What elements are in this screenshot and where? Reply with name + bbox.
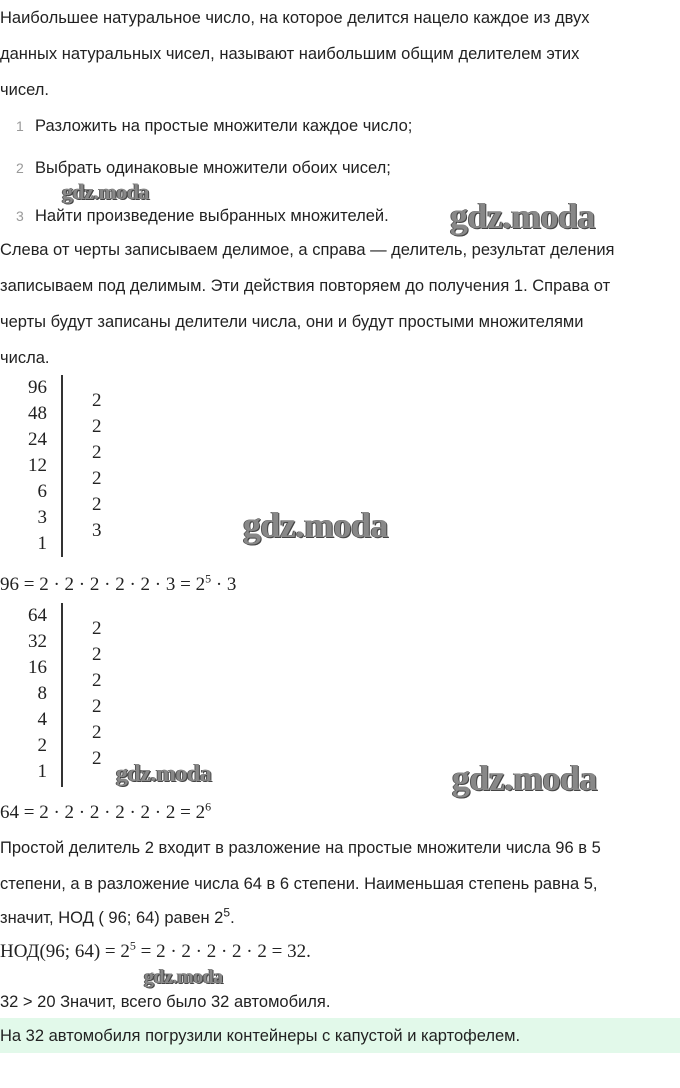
- method-line: Слева от черты записываем делимое, а справа — делитель, результат деления: [0, 241, 615, 259]
- dividend: 2: [37, 735, 47, 756]
- divisor: 2: [92, 748, 102, 769]
- watermark: gdz.moda: [450, 196, 596, 236]
- comparison-line: 32 > 20 Значит, всего было 32 автомобиля.: [0, 993, 331, 1011]
- step-number: 1: [16, 118, 24, 134]
- division-line: [61, 603, 63, 787]
- dividend: 64: [28, 605, 47, 626]
- step-text: Разложить на простые множители каждое число;: [35, 117, 413, 135]
- method-line: записываем под делимым. Эти действия повторяем до получения 1. Справа от: [0, 277, 611, 295]
- dividend: 48: [28, 403, 47, 424]
- method-line: черты будут записаны делители числа, они и будут простыми множителями: [0, 313, 584, 331]
- dividend: 32: [28, 631, 47, 652]
- divisor: 2: [92, 618, 102, 639]
- watermark: gdz.moda: [116, 761, 212, 787]
- dividend: 8: [37, 683, 47, 704]
- gcd-equation: НОД(96; $64) = 2^5 = 2 \cdot 2 \cdot 2 \cdot 2 \cdot 2 = 32$.: [0, 938, 311, 962]
- equation-64: $64 = 2 \cdot 2 \cdot 2 \cdot 2 \cdot 2 \cdot 2 = 2^6$: [0, 799, 212, 823]
- step-number: 2: [16, 160, 24, 176]
- dividend: 24: [28, 429, 47, 450]
- divisor: 3: [92, 520, 102, 541]
- dividend: 1: [37, 761, 47, 782]
- watermark: gdz.moda: [452, 758, 598, 798]
- dividend: 3: [37, 507, 47, 528]
- divisor: 2: [92, 442, 102, 463]
- conclusion-line: степени, а в разложение числа 64 в 6 степени. Наименьшая степень равна 5,: [0, 875, 598, 893]
- divisor: 2: [92, 722, 102, 743]
- method-line: числа.: [0, 349, 50, 367]
- dividend: 6: [37, 481, 47, 502]
- conclusion-line: значит, НОД ( 96; 64) равен $2^5$.: [0, 905, 235, 927]
- intro-line: данных натуральных чисел, называют наибольшим общим делителем этих: [0, 45, 580, 63]
- divisor: 2: [92, 696, 102, 717]
- dividend: 1: [37, 533, 47, 554]
- divisor: 2: [92, 670, 102, 691]
- answer-box: [0, 1018, 680, 1053]
- intro-line: Наибольшее натуральное число, на которое делится нацело каждое из двух: [0, 9, 590, 27]
- intro-line: чисел.: [0, 81, 49, 99]
- watermark: gdz.moda: [62, 179, 150, 204]
- division-line: [61, 375, 63, 557]
- conclusion-line: Простой делитель 2 входит в разложение на простые множители числа 96 в 5: [0, 839, 601, 857]
- divisor: 2: [92, 390, 102, 411]
- divisor: 2: [92, 644, 102, 665]
- answer-text: На 32 автомобиля погрузили контейнеры с капустой и картофелем.: [0, 1027, 521, 1045]
- dividend: 96: [28, 377, 47, 398]
- watermark: gdz.moda: [144, 966, 223, 988]
- equation-96: $96 = 2 \cdot 2 \cdot 2 \cdot 2 \cdot 2 \cdot 3 = 2^5 \cdot 3$: [0, 571, 237, 595]
- step-number: 3: [16, 208, 24, 224]
- step-text: Найти произведение выбранных множителей.: [35, 207, 389, 225]
- dividend: 4: [37, 709, 47, 730]
- dividend: 12: [28, 455, 47, 476]
- step-text: Выбрать одинаковые множители обоих чисел;: [35, 159, 391, 177]
- divisor: 2: [92, 494, 102, 515]
- divisor: 2: [92, 468, 102, 489]
- watermark: gdz.moda: [243, 505, 389, 545]
- dividend: 16: [28, 657, 47, 678]
- divisor: 2: [92, 416, 102, 437]
